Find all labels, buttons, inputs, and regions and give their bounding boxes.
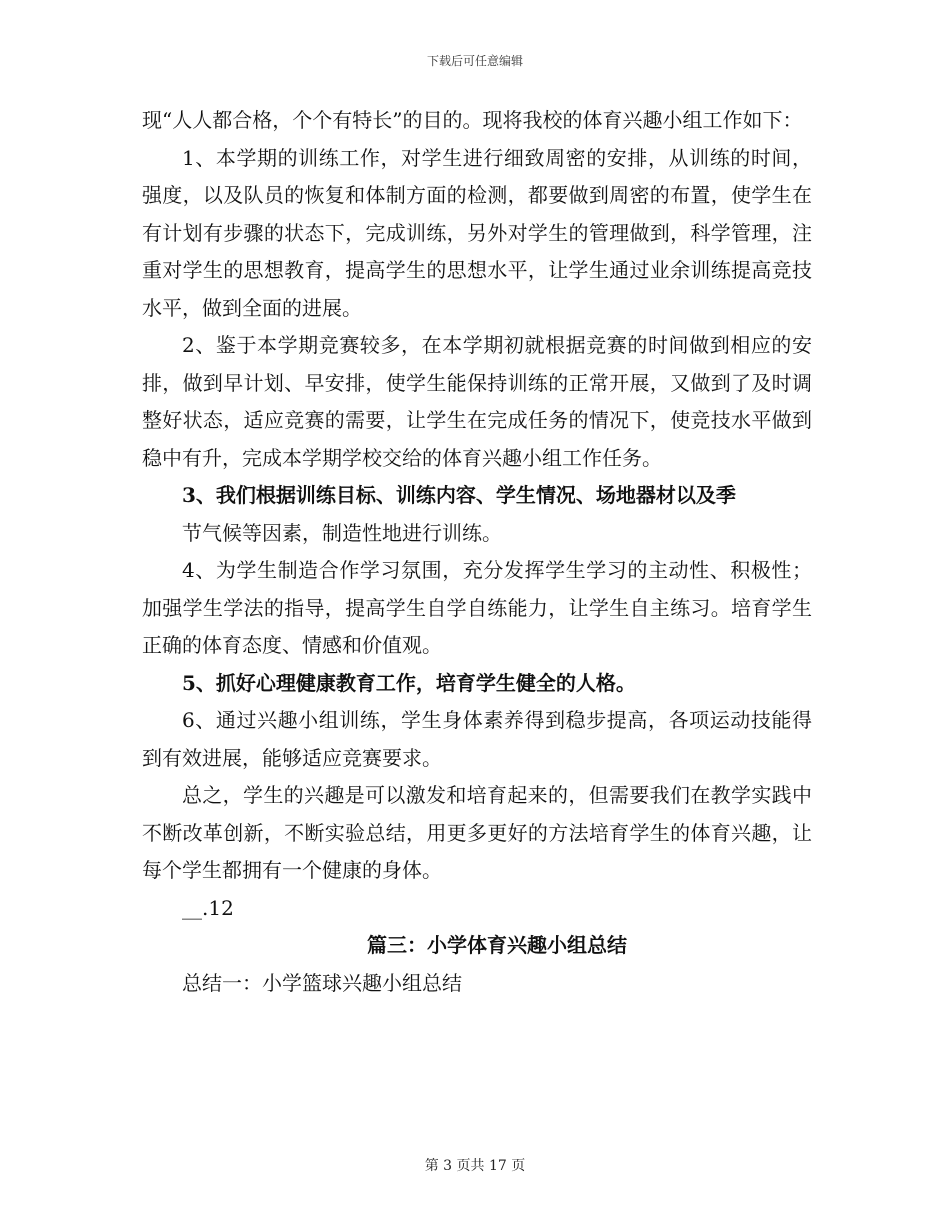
paragraph-item-2: 2、鉴于本学期竞赛较多，在本学期初就根据竞赛的时间做到相应的安排，做到早计划、早安排，使学生能保持训练的正常开展，又做到了及时调整好状态，适应竞赛的需要，让学生在完成任务的情况下，使竞技水平做到稳中有升，完成本学期学校交给的体育兴趣小组工作任务。 <box>142 333 812 470</box>
document-body <box>142 102 812 1002</box>
paragraph-item-5: 5、抓好心理健康教育工作，培育学生健全的人格。 <box>182 670 636 695</box>
subsection-title: 总结一：小学篮球兴趣小组总结 <box>182 970 462 995</box>
paragraph-item-1: 1、本学期的训练工作，对学生进行细致周密的安排，从训练的时间，强度，以及队员的恢复和体制方面的检测，都要做到周密的布置，使学生在有计划有步骤的状态下，完成训练，另外对学生的管理做到，科学管理，注重对学生的思想教育，提高学生的思想水平，让学生通过业余训练提高竞技水平，做到全面的进展。 <box>142 145 812 320</box>
paragraph-item-3: 3、我们根据训练目标、训练内容、学生情况、场地器材以及季 <box>182 483 736 507</box>
page-footer: 第 3 页共 17 页 <box>424 1158 526 1174</box>
page-header: 下载后可任意编辑 <box>426 54 523 68</box>
paragraph-date: __.12 <box>182 895 234 920</box>
section-title: 篇三：小学体育兴趣小组总结 <box>367 933 627 957</box>
paragraph-item-4: 4、为学生制造合作学习氛围，充分发挥学生学习的主动性、积极性；加强学生学法的指导，提高学生自学自练能力，让学生自主练习。培育学生正确的体育态度、情感和价值观。 <box>142 558 812 657</box>
paragraph-conclusion: 总之，学生的兴趣是可以激发和培育起来的，但需要我们在教学实践中不断改革创新，不断实验总结，用更多更好的方法培育学生的体育兴趣，让每个学生都拥有一个健康的身体。 <box>142 783 812 882</box>
paragraph-intro: 现“人人都合格，个个有特长”的目的。现将我校的体育兴趣小组工作如下： <box>142 108 803 132</box>
paragraph-item-3-continuation: 节气候等因素，制造性地进行训练。 <box>182 520 502 545</box>
paragraph-item-6: 6、通过兴趣小组训练，学生身体素养得到稳步提高，各项运动技能得到有效进展，能够适应竞赛要求。 <box>142 708 812 770</box>
